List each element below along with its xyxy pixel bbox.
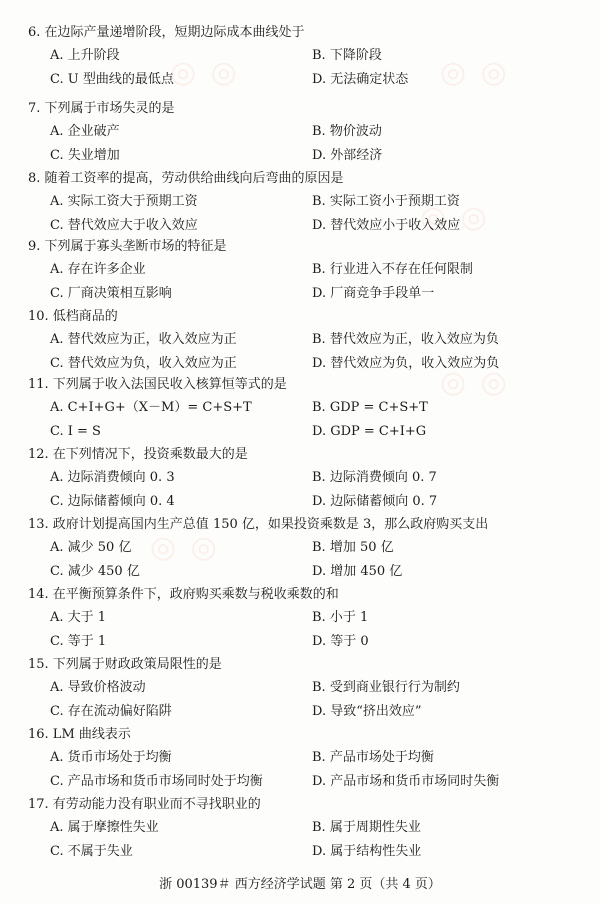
option-a: A. 存在许多企业: [50, 262, 146, 277]
option-b: B. 属于周期性失业: [312, 820, 421, 835]
option-a: A. 大于 1: [50, 610, 107, 625]
option-c: C. 产品市场和货币市场同时处于均衡: [50, 774, 263, 789]
option-d: D. 替代效应小于收入效应: [312, 218, 461, 233]
option-c: C. 厂商决策相互影响: [50, 286, 172, 301]
option-a: A. 上升阶段: [50, 48, 120, 63]
question-stem: 12. 在下列情况下，投资乘数最大的是: [28, 447, 248, 462]
option-d: D. 增加 450 亿: [312, 564, 403, 579]
watermark: ◎ ◎: [440, 55, 509, 90]
option-a: A. 企业破产: [50, 124, 120, 139]
option-d: D. 边际储蓄倾向 0. 7: [312, 494, 438, 509]
option-b: B. 受到商业银行行为制约: [312, 680, 460, 695]
option-b: B. 产品市场处于均衡: [312, 750, 434, 765]
option-c: C. 存在流动偏好陷阱: [50, 704, 172, 719]
question-stem: 17. 有劳动能力没有职业而不寻找职业的: [28, 797, 261, 812]
question-stem: 16. LM 曲线表示: [28, 727, 131, 742]
question-stem: 9. 下列属于寡头垄断市场的特征是: [28, 239, 227, 254]
watermark: ◎ ◎: [150, 530, 219, 565]
option-c: C. 替代效应为负，收入效应为正: [50, 356, 237, 371]
option-b: B. 实际工资小于预期工资: [312, 194, 460, 209]
question-stem: 6. 在边际产量递增阶段，短期边际成本曲线处于: [28, 25, 305, 40]
option-c: C. U 型曲线的最低点: [50, 72, 174, 87]
option-b: B. 边际消费倾向 0. 7: [312, 470, 437, 485]
option-a: A. 替代效应为正，收入效应为正: [50, 332, 237, 347]
option-c: C. 边际储蓄倾向 0. 4: [50, 494, 175, 509]
option-a: A. C+I+G+（X－M）= C+S+T: [50, 400, 252, 415]
page-footer: 浙 00139＃ 西方经济学试题 第 2 页（共 4 页）: [159, 877, 441, 892]
question-stem: 14. 在平衡预算条件下，政府购买乘数与税收乘数的和: [28, 587, 339, 602]
option-c: C. 替代效应大于收入效应: [50, 218, 198, 233]
option-d: D. 替代效应为负，收入效应为负: [312, 356, 500, 371]
option-b: B. 小于 1: [312, 610, 369, 625]
option-a: A. 边际消费倾向 0. 3: [50, 470, 175, 485]
option-d: D. 属于结构性失业: [312, 844, 422, 859]
question-stem: 13. 政府计划提高国内生产总值 150 亿，如果投资乘数是 3，那么政府购买支出: [28, 517, 489, 532]
option-d: D. 导致“挤出效应”: [312, 704, 422, 719]
watermark: ◎ ◎: [170, 55, 239, 90]
option-b: B. 行业进入不存在任何限制: [312, 262, 473, 277]
option-d: D. 无法确定状态: [312, 72, 409, 87]
question-stem: 10. 低档商品的: [28, 309, 118, 324]
question-stem: 15. 下列属于财政政策局限性的是: [28, 657, 222, 672]
question-stem: 11. 下列属于收入法国民收入核算恒等式的是: [28, 377, 287, 392]
option-c: C. I = S: [50, 424, 101, 439]
option-d: D. GDP = C+I+G: [312, 424, 427, 439]
watermark: ◎ ◎: [440, 365, 509, 400]
option-a: A. 货币市场处于均衡: [50, 750, 172, 765]
question-stem: 8. 随着工资率的提高，劳动供给曲线向后弯曲的原因是: [28, 171, 344, 186]
option-d: D. 外部经济: [312, 148, 383, 163]
option-c: C. 不属于失业: [50, 844, 133, 859]
option-a: A. 属于摩擦性失业: [50, 820, 159, 835]
option-c: C. 等于 1: [50, 634, 107, 649]
watermark: ◎ ◎: [420, 200, 489, 235]
option-b: B. 物价波动: [312, 124, 382, 139]
option-b: B. 增加 50 亿: [312, 540, 394, 555]
option-b: B. 替代效应为正，收入效应为负: [312, 332, 499, 347]
option-a: A. 减少 50 亿: [50, 540, 132, 555]
option-d: D. 等于 0: [312, 634, 369, 649]
option-d: D. 厂商竞争手段单一: [312, 286, 435, 301]
question-stem: 7. 下列属于市场失灵的是: [28, 101, 175, 116]
option-c: C. 减少 450 亿: [50, 564, 140, 579]
option-b: B. 下降阶段: [312, 48, 382, 63]
option-c: C. 失业增加: [50, 148, 120, 163]
option-a: A. 实际工资大于预期工资: [50, 194, 198, 209]
option-b: B. GDP = C+S+T: [312, 400, 428, 415]
option-a: A. 导致价格波动: [50, 680, 146, 695]
option-d: D. 产品市场和货币市场同时失衡: [312, 774, 500, 789]
